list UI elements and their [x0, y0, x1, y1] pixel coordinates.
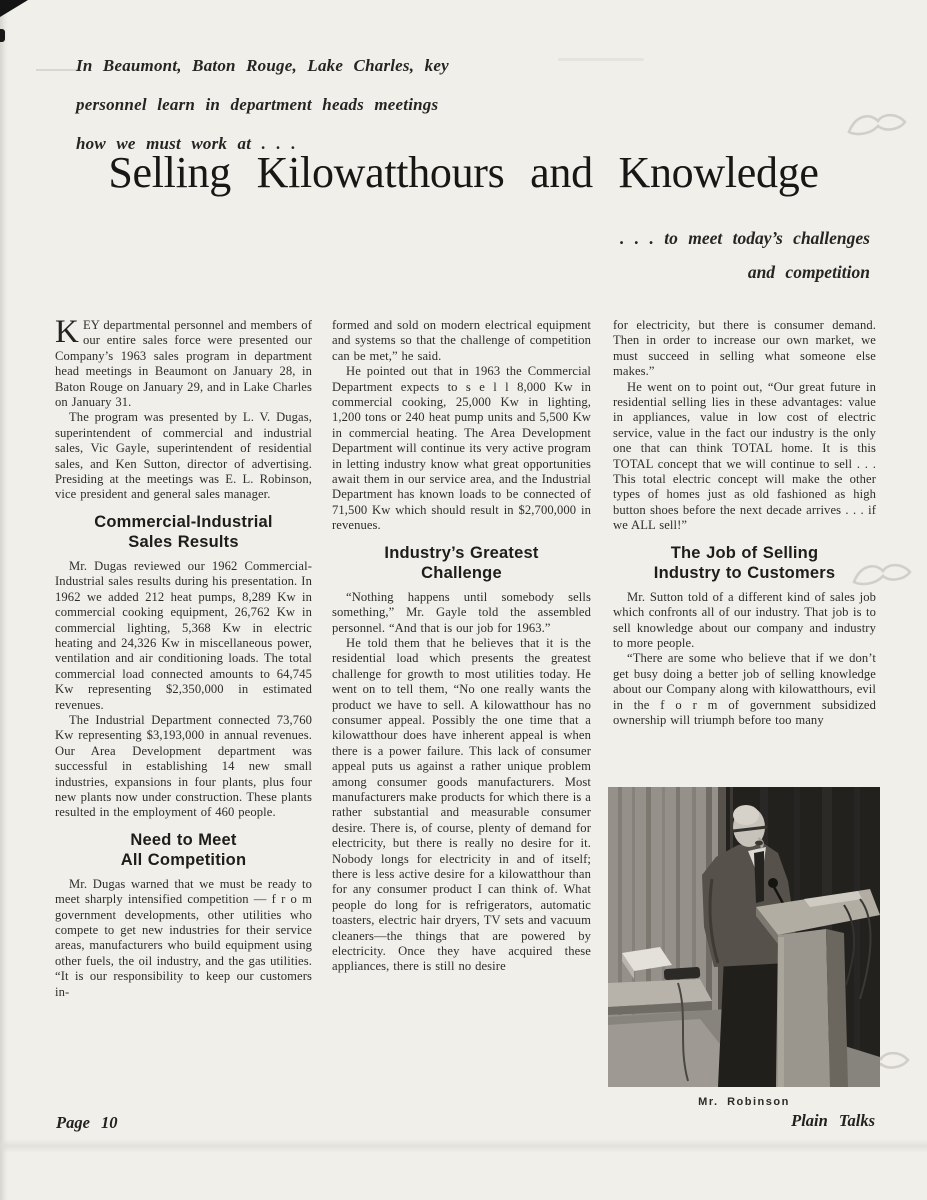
heading-line: The Job of Selling — [670, 543, 819, 562]
photo-speaker-at-podium — [608, 787, 880, 1108]
kicker-line: personnel learn in department heads meetings — [76, 95, 439, 114]
paragraph: “Nothing happens until somebody sells something,” Mr. Gayle told the assembled personnel. “And that is our job for 1963.” — [332, 589, 591, 635]
faint-rule-right — [558, 58, 644, 61]
scan-shading-band — [0, 1139, 927, 1153]
kicker-line: how we must work at . . . — [76, 134, 296, 153]
paragraph-text: EY departmental personnel and members of our entire sales force were presented our Company’s 1963 sales program in department head meetings in Beaumont on January 28, in Baton Rouge on January 29, and in Lake Charles on January 31. — [55, 318, 312, 410]
page-curl-mark — [845, 108, 911, 142]
heading-line: Sales Results — [128, 533, 239, 552]
kicker-line: In Beaumont, Baton Rouge, Lake Charles, key — [76, 56, 449, 75]
footer-magazine-name: Plain Talks — [791, 1111, 875, 1130]
faint-rule-left — [36, 69, 80, 71]
paragraph: Mr. Dugas warned that we must be ready to meet sharply intensified competition — f r o m government developments, other utilities who compete to get new industries for their service areas, manufacturers who build equipment using other fuels, the oil industry, and the gas utilities. “It is our responsibility to keep our customers in- — [55, 876, 312, 999]
heading-line: Challenge — [421, 564, 502, 583]
paragraph: He pointed out that in 1963 the Commercial Department expects to s e l l 8,000 Kw in commercial cooking, 25,000 Kw in lighting, 1,200 tons or 240 heat pump units and 5,500 Kw in commercial heating. The Area Development Department will continue its very active program in letting industry know what great opportunities await them in our service area, and the Industrial Department has known loads to be connected of 71,500 Kw which should result in $2,700,000 in revenues. — [332, 364, 591, 533]
section-heading — [613, 543, 876, 584]
paragraph: Mr. Dugas reviewed our 1962 Commercial-Industrial sales results during his presentation. In 1962 we added 212 heat pumps, 8,289 Kw in commercial cooking equipment, 26,762 Kw in commercial lighting, 5,368 Kw in electric heating and 24,326 Kw in miscellaneous power, ventilation and air conditioning loads. The total commercial load connected amounts to 64,745 Kw representing $2,350,000 in estimated revenues. — [55, 558, 312, 712]
drop-cap: K — [55, 314, 79, 350]
subtitle-line: and competition — [747, 262, 870, 282]
heading-line: Commercial-Industrial — [94, 512, 273, 531]
paragraph: “There are some who believe that if we don’t get busy doing a better job of selling knowledge about our Company along with kilowatthours, evil in the f o r m of government subsidized ownership will triumph before too many — [613, 651, 876, 727]
section-heading — [55, 830, 312, 871]
paragraph: The Industrial Department connected 73,760 Kw representing $3,193,000 in annual revenues. Our Area Development department was successful in establishing 14 new small industries, expansions in four plants, plus four new plants now under construction. These plants resulted in the employment of 460 people. — [55, 712, 312, 820]
article-title: Selling Kilowatthours and Knowledge — [108, 148, 819, 197]
heading-line: Industry to Customers — [653, 564, 836, 583]
article-subtitle — [620, 221, 870, 289]
photo-caption: Mr. Robinson — [698, 1096, 790, 1108]
heading-line: Need to Meet — [130, 830, 237, 849]
text-column-3 — [613, 318, 876, 728]
paragraph: formed and sold on modern electrical equipment and systems so that the challenge of competition can be met,” he said. — [332, 318, 591, 363]
footer-page-number: Page 10 — [56, 1113, 118, 1132]
paragraph: Mr. Sutton told of a different kind of sales job which confronts all of our industry. That job is to sell knowledge about our company and industry to more people. — [613, 589, 876, 650]
section-heading — [55, 512, 312, 553]
text-column-2 — [332, 318, 591, 975]
paragraph: The program was presented by L. V. Dugas, superintendent of commercial and industrial sales, Vic Gayle, superintendent of residential sales, and Ken Sutton, director of advertising. Presiding at the meetings was E. L. Robinson, vice president and general sales manager. — [55, 410, 312, 502]
section-heading — [332, 543, 591, 584]
scan-edge-mark — [0, 29, 5, 42]
paragraph: He went on to point out, “Our great future in residential selling lies in these advantages: value in appliances, value in low cost of electric service, value in the fact our industry is the only one that can think TOTAL home. It is this TOTAL concept that we will continue to sell . . . This total electric concept will make the other types of homes just as old fashioned as high button shoes before the next decade arrives . . . if we ALL sell!” — [613, 379, 876, 533]
photo-illustration — [608, 787, 880, 1087]
kicker — [76, 46, 449, 163]
text-column-1 — [55, 314, 312, 1000]
heading-line: All Competition — [120, 851, 247, 870]
paragraph — [55, 314, 312, 410]
subtitle-line: . . . to meet today’s challenges — [619, 228, 870, 248]
scan-corner-mark — [0, 0, 28, 17]
paragraph: He told them that he believes that it is the residential load which presents the greatest challenge for growth to most utilities today. He went on to tell them, “No one really wants the product we have to sell. A kilowatthour has no consumer appeal. Possibly the one time that a kilowatthour does have inherent appeal is when there is a power failure. This lack of consumer appeal puts us against a rather unique problem among consumer goods manufacturers. Most manufacturers make products for which there is a rather substantial and measurable consumer desire. There is, of course, plenty of demand for electricity, but there is really no desire for it. Nobody longs for electricity in and of itself; there is less active desire for a kilowatthour than for any consumer product I can think of. What people do long for is refrigerators, automatic toasters, electric hair dryers, TV sets and vacuum cleaners—the things that are powered by electricity. Once they have acquired these appliances, there is still no desire — [332, 635, 591, 974]
heading-line: Industry’s Greatest — [384, 543, 539, 562]
paragraph: for electricity, but there is consumer demand. Then in order to increase our own market, we must succeed in selling what someone else makes.” — [613, 318, 876, 379]
